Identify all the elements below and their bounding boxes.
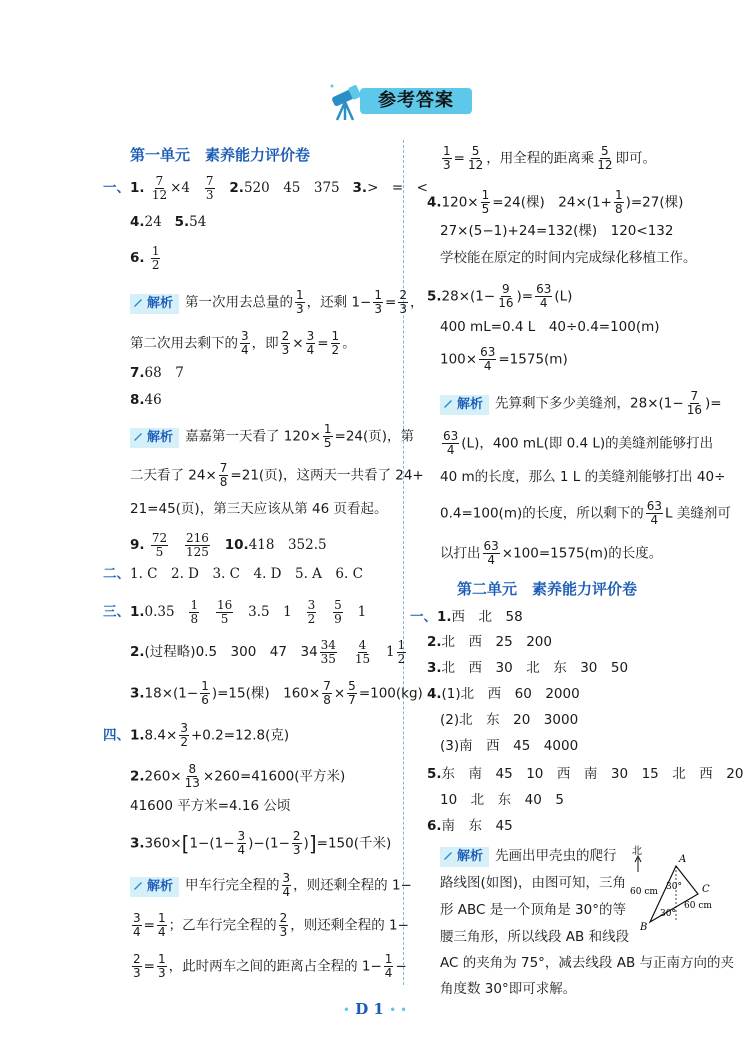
u1-s3-q2: 2.(过程略)0.5 300 47 34 $\frac{34}{35}$ $\frac{4}{15}$ 1 $\frac{1}{2}$ <box>130 638 406 666</box>
pen-icon <box>442 849 454 861</box>
unit1-title: 第一单元 素养能力评价卷 <box>130 146 311 164</box>
r-q5-explain-3: 40 m的长度，那么 1 L 的美缝剂能够打出 40÷ <box>440 469 726 485</box>
pen-icon <box>132 430 144 442</box>
q-num: 3. <box>352 180 368 196</box>
u1-s3-q3: 3.18×(1− $\frac{1}{6}$ )=15(棵) 160× $\frac{7}{8}$ × $\frac{5}{7}$ =100(kg) <box>130 679 423 707</box>
u1-s4-explain-2: $\frac{3}{4}$ = $\frac{1}{4}$ ；乙车行完全程的 $\frac{2}{3}$ ，则还剩全程的 1− <box>133 911 409 939</box>
explain-badge: 解析 <box>440 395 489 415</box>
u1-q6-explain-1: 解析 第一次用去总量的 $\frac{1}{3}$ ，还剩 1− $\frac{1}{3}$ = $\frac{2}{3}$ ， <box>130 289 423 316</box>
vertex-b: B <box>640 922 648 933</box>
unit2-title: 第二单元 素养能力评价卷 <box>457 580 638 598</box>
r-q5-explain-1: 解析 先算剩下多少美缝剂，28×(1− $\frac{7}{16}$ )= <box>440 390 722 417</box>
fraction: $\frac{1}{2}$ <box>151 244 160 272</box>
u1-s4-explain-1: 解析 甲车行完全程的 $\frac{3}{4}$ ，则还剩全程的 1− <box>130 872 412 899</box>
u1-s4-explain-3: $\frac{2}{3}$ = $\frac{1}{3}$ ，此时两车之间的距离占全程的 1− $\frac{1}{4}$ − <box>133 952 407 980</box>
u1-s1-q9-10: 9. $\frac{72}{5}$ $\frac{216}{125}$ 10.418 352.5 <box>130 531 327 559</box>
u1-s4-q3: 3.360×[1−(1− $\frac{3}{4}$ )−(1− $\frac{2}{3}$ )]=150(千米) <box>130 829 392 857</box>
explain-badge: 解析 <box>130 428 179 448</box>
page-number: • D 1 • • <box>342 1000 408 1018</box>
side-ac-length: 60 cm <box>684 901 712 911</box>
answer-text: ×4 <box>170 180 191 196</box>
page-title: 参考答案 <box>378 90 454 111</box>
u2-explain-4: 腰三角形，所以线段 AB 和线段 <box>440 929 630 945</box>
u1-s2: 二、1. C 2. D 3. C 4. D 5. A 6. C <box>103 566 363 582</box>
pen-icon <box>442 397 454 409</box>
q-num: 5. <box>174 214 190 230</box>
u2-q3: 3.北 西 30 北 东 30 50 <box>427 660 629 676</box>
u2-explain-6: 角度数 30°即可求解。 <box>440 981 577 997</box>
pen-icon <box>132 296 144 308</box>
fraction: $\frac{7}{3}$ <box>205 174 214 202</box>
r-q5-line1: 5.28×(1− $\frac{9}{16}$ )= $\frac{63}{4}$ (L) <box>427 282 573 310</box>
u2-q2: 2.北 西 25 200 <box>427 634 552 650</box>
u1-q8-explain-3: 21=45(页)，第三天应该从第 46 页看起。 <box>130 501 388 517</box>
q-num: 4. <box>130 214 145 230</box>
r-q4-line2: 27×(5−1)+24=132(棵) 120<132 <box>440 223 674 239</box>
vertex-a: A <box>679 854 687 865</box>
r-cont-line: $\frac{1}{3}$ = $\frac{5}{12}$ ，用全程的距离乘 $\frac{5}{12}$ 即可。 <box>443 144 657 172</box>
u1-q8-explain-2: 二天看了 24× $\frac{7}{8}$ =21(页)，这两天一共看了 24+ <box>130 461 424 489</box>
u2-q5-b: 10 北 东 40 5 <box>440 792 564 808</box>
answer-key-header <box>320 80 470 118</box>
pen-icon <box>132 879 144 891</box>
u2-q5: 5.东 南 45 10 西 南 30 15 北 西 20 <box>427 766 744 782</box>
r-q5-line2: 400 mL=0.4 L 40÷0.4=100(m) <box>440 319 660 335</box>
u2-q4-b: (2)北 东 20 3000 <box>440 712 579 728</box>
q-num: 2. <box>229 180 244 196</box>
q-num: 6. <box>130 250 145 266</box>
u1-s4-q1: 四、1.8.4× $\frac{3}{2}$ +0.2=12.8(克) <box>103 721 290 749</box>
side-ab-length: 60 cm <box>630 887 658 897</box>
triangle-diagram <box>626 842 721 937</box>
r-q5-explain-4: 0.4=100(m)的长度，所以剩下的 $\frac{63}{4}$ L 美缝剂可 <box>440 499 731 527</box>
section-label: 一、 <box>103 180 130 196</box>
u2-explain-5: AC 的夹角为 75°，减去线段 AB 与正南方向的夹 <box>440 955 735 971</box>
u2-q4: 4.(1)北 西 60 2000 <box>427 686 580 702</box>
u2-q1: 一、1.西 北 58 <box>410 609 523 625</box>
north-label: 北 <box>632 846 642 857</box>
u1-s4-q2-b: 41600 平方米=4.16 公顷 <box>130 798 291 814</box>
u1-s1-q1-3 <box>103 175 428 202</box>
u2-explain-1: 解析 先画出甲壳虫的爬行 <box>440 845 617 867</box>
u2-explain-3: 形 ABC 是一个顶角是 30°的等 <box>440 902 626 918</box>
u2-q4-c: (3)南 西 45 4000 <box>440 738 579 754</box>
angle-b: 30° <box>660 909 676 919</box>
explain-badge: 解析 <box>130 294 179 314</box>
u1-s1-q6 <box>130 245 162 272</box>
angle-a: 30° <box>666 882 682 892</box>
q-num: 1. <box>130 180 145 196</box>
r-q5-line3: 100× $\frac{63}{4}$ =1575(m) <box>440 345 568 373</box>
u2-explain-2: 路线图(如图)，由图可知，三角 <box>440 875 627 891</box>
u1-s1-q7: 7.68 7 <box>130 365 184 381</box>
fraction: $\frac{7}{12}$ <box>151 174 168 202</box>
u1-s4-q2: 2.260× $\frac{8}{13}$ ×260=41600(平方米) <box>130 762 346 790</box>
u1-q6-explain-2: 第二次用去剩下的 $\frac{3}{4}$ ，即 $\frac{2}{3}$ × $\frac{3}{4}$ = $\frac{1}{2}$ 。 <box>130 329 356 357</box>
r-q4-line1: 4.120× $\frac{1}{5}$ =24(棵) 24×(1+ $\frac{1}{8}$ )=27(棵) <box>427 188 684 216</box>
u1-s1-q4-5 <box>130 211 206 233</box>
u2-q6: 6.南 东 45 <box>427 818 513 834</box>
explain-badge: 解析 <box>440 847 489 867</box>
answer-text: 54 <box>189 214 207 230</box>
explain-badge: 解析 <box>130 877 179 897</box>
u1-q8-explain-1: 解析 嘉嘉第一天看了 120× $\frac{1}{5}$ =24(页)，第 <box>130 423 414 450</box>
u1-s1-q8: 8.46 <box>130 392 162 408</box>
u1-s3-q1: 三、1.0.35 $\frac{1}{8}$ $\frac{16}{5}$ 3.5 1 $\frac{3}{2}$ $\frac{5}{9}$ 1 <box>103 598 367 626</box>
r-q5-explain-2: $\frac{63}{4}$ (L)，400 mL(即 0.4 L)的美缝剂能够打出 <box>443 429 714 457</box>
vertex-c: C <box>702 884 710 895</box>
column-divider <box>403 140 404 985</box>
answer-text: > = < <box>367 180 428 196</box>
r-q5-explain-5: 以打出 $\frac{63}{4}$ ×100=1575(m)的长度。 <box>440 539 663 567</box>
answer-text: 520 45 375 <box>243 180 340 196</box>
answer-text: 24 <box>144 214 162 230</box>
r-q4-line3: 学校能在原定的时间内完成绿化移植工作。 <box>440 250 697 266</box>
